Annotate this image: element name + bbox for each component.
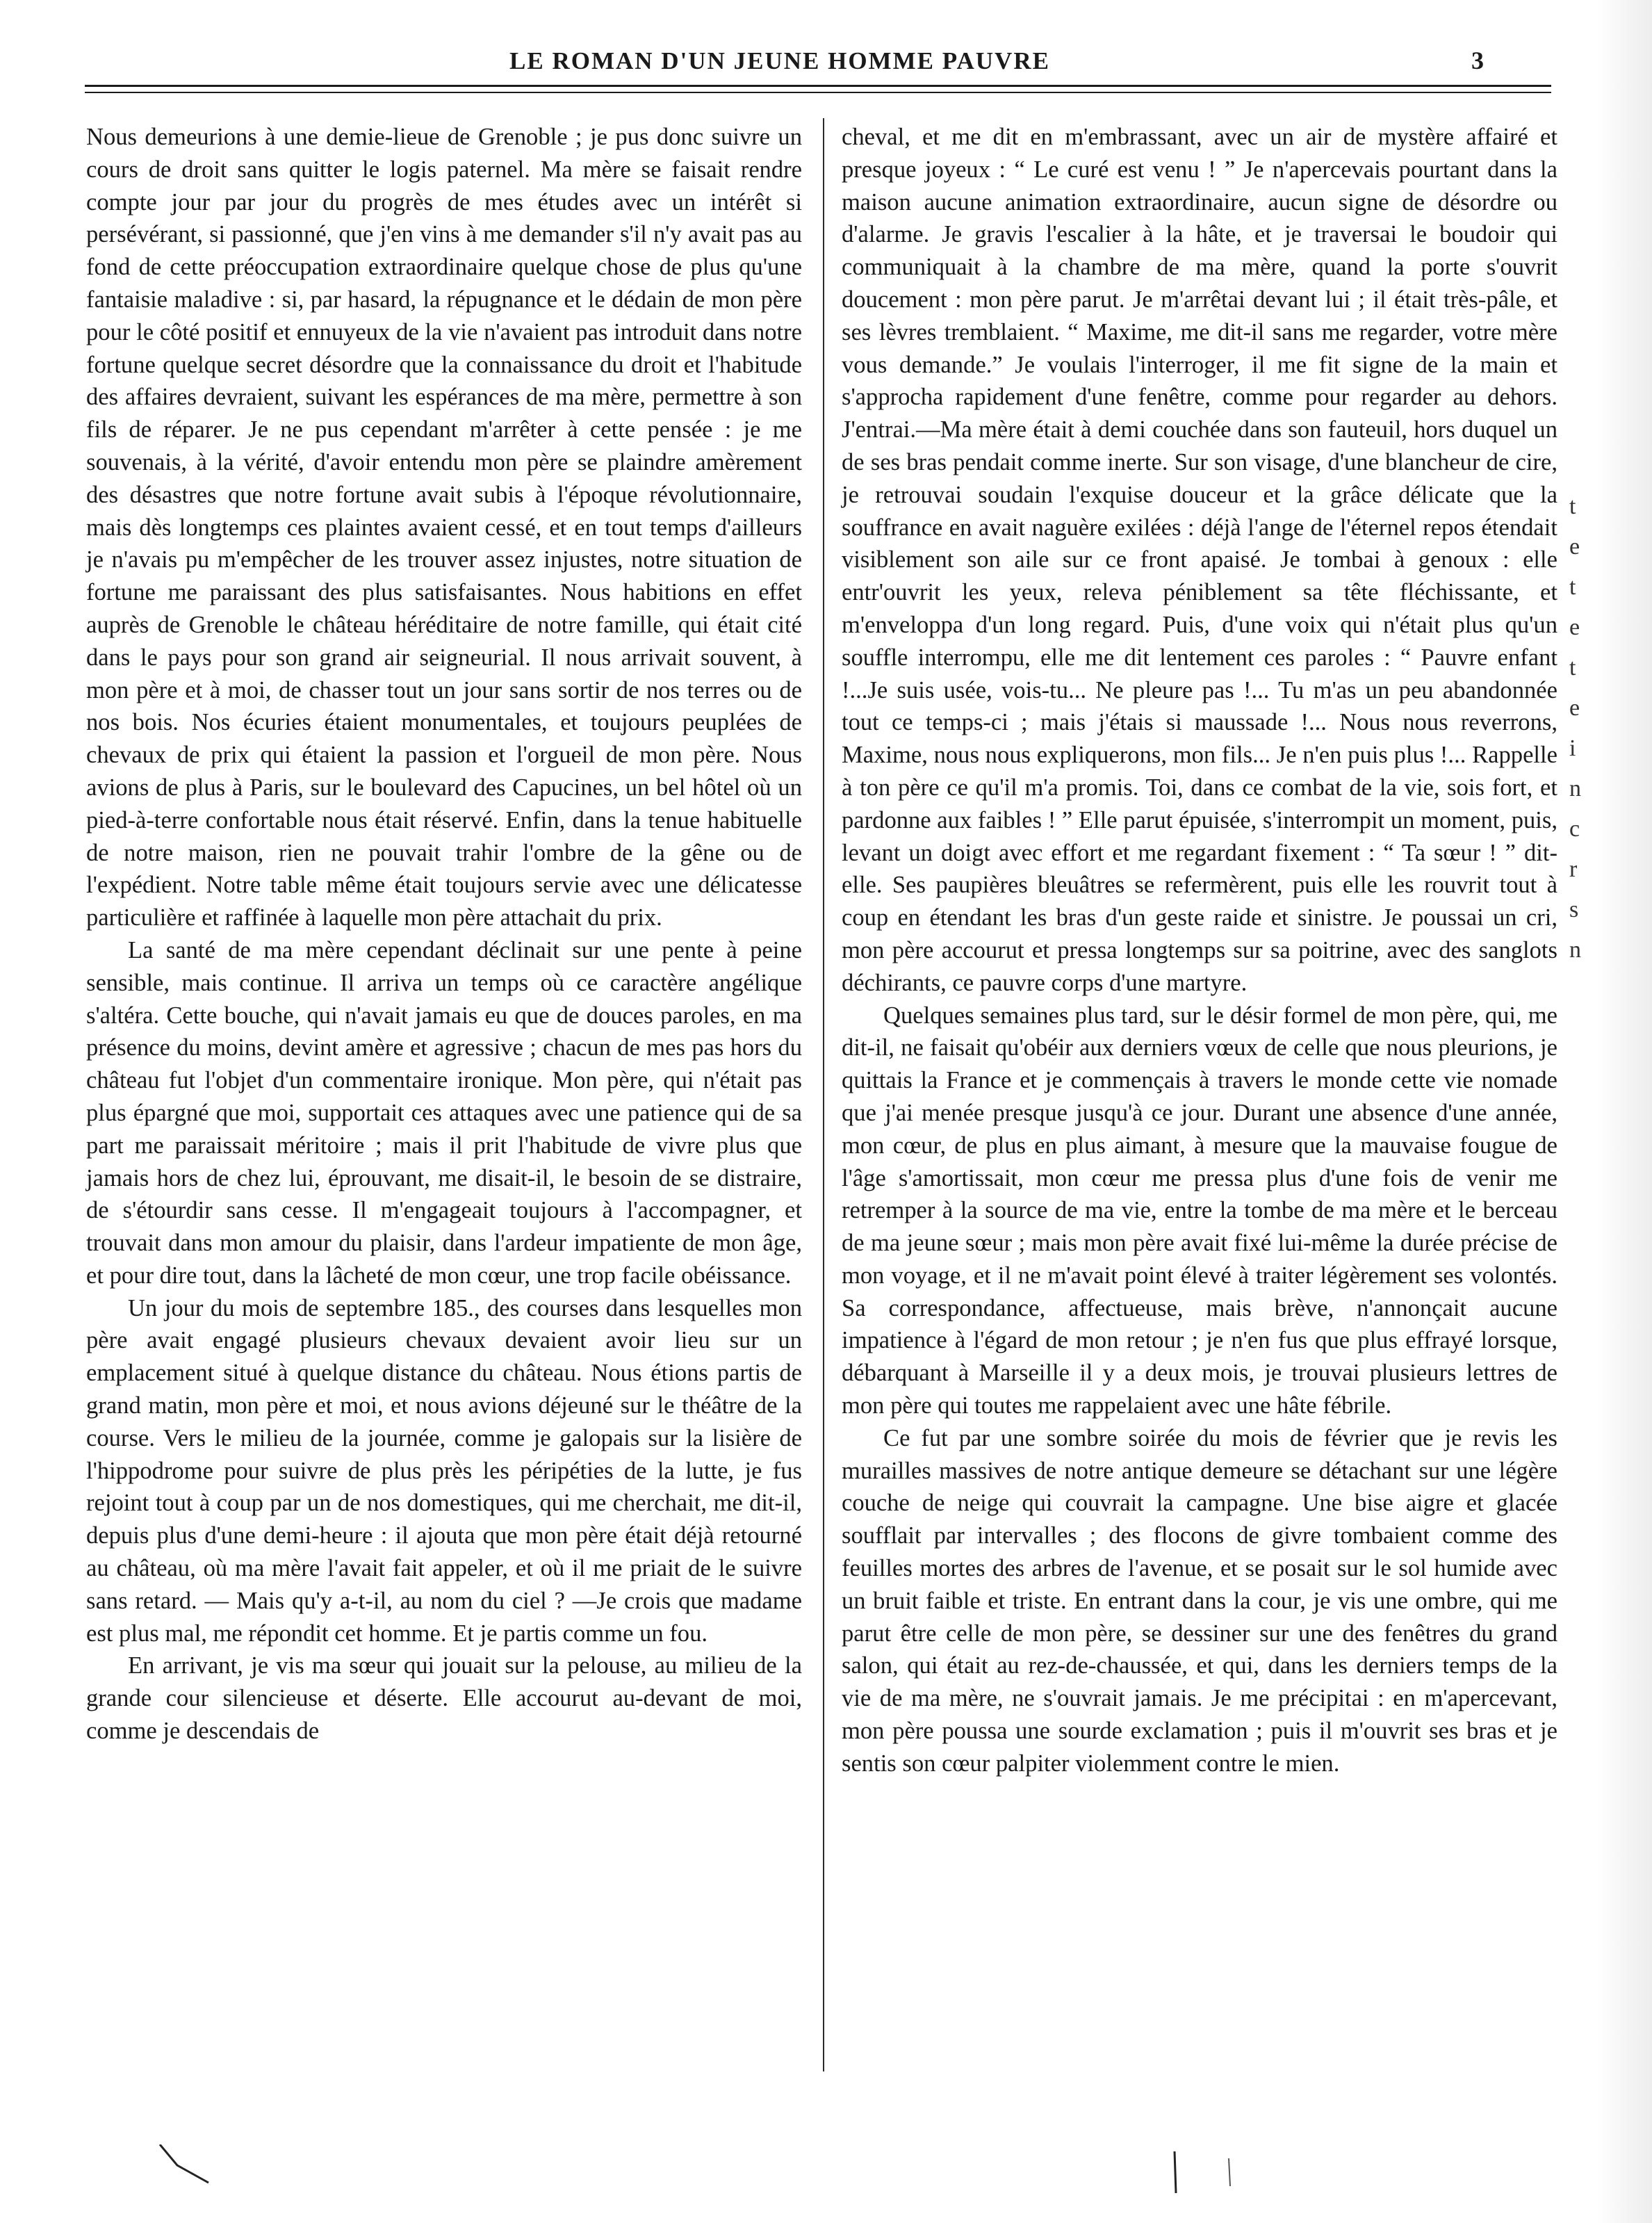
margin-char: n <box>1569 776 1581 801</box>
margin-char: s <box>1569 897 1579 922</box>
scan-mark <box>1175 2151 1176 2193</box>
margin-char: c <box>1569 816 1580 842</box>
page-number: 3 <box>1471 47 1484 74</box>
margin-char: e <box>1569 695 1580 721</box>
scan-edge-shadow <box>1596 0 1652 2223</box>
margin-char: r <box>1569 856 1578 882</box>
margin-char: t <box>1569 574 1576 600</box>
running-title: LE ROMAN D'UN JEUNE HOMME PAUVRE <box>509 47 1050 74</box>
left-column <box>86 121 802 1748</box>
paragraph: Un jour du mois de septembre 185., des courses dans lesquelles mon père avait engagé plusieurs chevaux devaient avoir lieu sur un emplacement situé à quelque distance du château. Nous étions partis de grand matin, mon père et moi, et nous avions déjeuné sur le théâtre de la course. Vers le milieu de la journée, comme je galopais sur la lisière de l'hippodrome pour suivre de plus près les péripéties de la lutte, je fus rejoint tout à coup par un de nos domestiques, qui me cherchait, me dit-il, depuis plus d'une demi-heure : il ajouta que mon père était déjà retourné au château, où ma mère l'avait fait appeler, et où il me priait de le suivre sans retard. — Mais qu'y a-t-il, au nom du ciel ? —Je crois que madame est plus mal, me répondit cet homme. Et je partis comme un fou. <box>86 1294 802 1647</box>
header-rule-bottom <box>85 92 1551 93</box>
scan-mark <box>160 2144 208 2183</box>
paragraph: Nous demeurions à une demie-lieue de Grenoble ; je pus donc suivre un cours de droit sans quitter le logis paternel. Ma mère se faisait rendre compte jour par jour du progrès de mes études avec un intérêt si persévérant, si passionné, que j'en vins à me demander s'il n'y avait pas au fond de cette préoccupation extraordinaire quelque chose de plus qu'une fantaisie maladive : si, par hasard, la répugnance et le dédain de mon père pour le côté positif et ennuyeux de la vie n'avaient pas introduit dans notre fortune quelque secret désordre que la connaissance du droit et l'habitude des affaires devraient, suivant les espérances de ma mère, permettre à son fils de réparer. Je ne pus cependant m'arrêter à cette pensée : je me souvenais, à la vérité, d'avoir entendu mon père se plaindre amèrement des désastres que notre fortune avait subis à l'époque révolutionnaire, mais dès longtemps ces plaintes avaient cessé, et en tout temps d'ailleurs je n'avais pu m'empêcher de les trouver assez injustes, notre situation de fortune me paraissant des plus satisfaisantes. Nous habitions en effet auprès de Grenoble le château héréditaire de notre famille, qui était cité dans le pays pour son grand air seigneurial. Il nous arrivait souvent, à mon père et à moi, de chasser tout un jour sans sortir de nos terres ou de nos bois. Nos écuries étaient monumentales, et toujours peuplées de chevaux de prix qui étaient la passion et l'orgueil de mon père. Nous avions de plus à Paris, sur le boulevard des Capucines, un bel hôtel où un pied-à-terre confortable nous était réservé. Enfin, dans la tenue habituelle de notre maison, rien ne pouvait trahir l'ombre de la gêne ou de l'expédient. Notre table même était toujours servie avec une délicatesse particulière et raffinée à laquelle mon père attachait du prix. <box>86 124 802 931</box>
paragraph: cheval, et me dit en m'embrassant, avec un air de mystère affairé et presque joyeux : “ Le curé est venu ! ” Je n'apercevais pourtant dans la maison aucune animation extraordinaire, aucun signe de désordre ou d'alarme. Je gravis l'escalier à la hâte, et je traversai le boudoir qui communiquait à la chambre de ma mère, quand la porte s'ouvrit doucement : mon père parut. Je m'arrêtai devant lui ; il était très-pâle, et ses lèvres tremblaient. “ Maxime, me dit-il sans me regarder, votre mère vous demande.” Je voulais l'interroger, il me fit signe de la main et s'approcha rapidement d'une fenêtre, comme pour regarder au dehors. J'entrai.—Ma mère était à demi couchée dans son fauteuil, hors duquel un de ses bras pendait comme inerte. Sur son visage, d'une blancheur de cire, je retrouvai soudain l'exquise douceur et la grâce délicate que la souffrance en avait naguère exilées : déjà l'ange de l'éternel repos étendait visiblement son aile sur ce front apaisé. Je tombai à genoux : elle entr'ouvrit les yeux, releva péniblement sa tête fléchissante, et m'enveloppa d'un long regard. Puis, d'une voix qui n'était plus qu'un souffle interrompu, elle me dit lentement ces paroles : “ Pauvre enfant !...Je suis usée, vois-tu... Ne pleure pas !... Tu m'as un peu abandonnée tout ce temps-ci ; mais j'étais si maussade !... Nous nous reverrons, Maxime, nous nous expliquerons, mon fils... Je n'en puis plus !... Rappelle à ton père ce qu'il m'a promis. Toi, dans ce combat de la vie, sois fort, et pardonne aux faibles ! ” Elle parut épuisée, s'interrompit un moment, puis, levant un doigt avec effort et me regardant fixement : “ Ta sœur ! ” dit-elle. Ses paupières bleuâtres se refermèrent, puis elle les rouvrit tout à coup en étendant les bras d'un geste raide et sinistre. Je poussai un cri, mon père accourut et pressa longtemps sur sa poitrine, avec des sanglots déchirants, ce pauvre corps d'une martyre. <box>842 124 1557 996</box>
page-header <box>85 42 1527 83</box>
scan-mark <box>1229 2158 1230 2186</box>
margin-char: t <box>1569 655 1576 681</box>
margin-char: n <box>1569 937 1581 963</box>
margin-char: e <box>1569 534 1580 560</box>
scan-bottom-marks <box>0 2144 1652 2214</box>
margin-char: e <box>1569 614 1580 640</box>
margin-char: i <box>1569 735 1576 761</box>
paragraph: La santé de ma mère cependant déclinait sur une pente à peine sensible, mais continue. Il arriva un temps où ce caractère angélique s'altéra. Cette bouche, qui n'avait jamais eu que de douces paroles, en ma présence du moins, devint amère et agressive ; chacun de mes pas hors du château fut l'objet d'un commentaire ironique. Mon père, qui n'était pas plus épargné que moi, supportait ces attaques avec une patience qui de sa part me paraissait méritoire ; mais il prit l'habitude de vivre plus que jamais hors de chez lui, éprouvant, me disait-il, le besoin de se distraire, de s'étourdir sans cesse. Il m'engageait toujours à l'accompagner, et trouvait dans mon amour du plaisir, dans l'ardeur impatiente de mon âge, et pour dire tout, dans la lâcheté de mon cœur, une trop facile obéissance. <box>86 936 802 1289</box>
paragraph: En arrivant, je vis ma sœur qui jouait sur la pelouse, au milieu de la grande cour silencieuse et déserte. Elle accourut au-devant de moi, comme je descendais de <box>86 1652 802 1745</box>
column-divider <box>823 118 824 2071</box>
header-rule-top <box>85 85 1551 87</box>
margin-char: t <box>1569 494 1576 519</box>
margin-bleed-text <box>1569 487 1597 970</box>
right-column <box>842 121 1557 1780</box>
paragraph: Quelques semaines plus tard, sur le désir formel de mon père, qui, me dit-il, ne faisait qu'obéir aux derniers vœux de celle que nous pleurions, je quittais la France et je commençais à travers le monde cette vie nomade que j'ai menée presque jusqu'à ce jour. Durant une absence d'une année, mon cœur, de plus en plus aimant, à mesure que la mauvaise fougue de l'âge s'amortissait, mon cœur me pressa plus d'une fois de venir me retremper à la source de ma vie, entre la tombe de ma mère et le berceau de ma jeune sœur ; mais mon père avait fixé lui-même la durée précise de mon voyage, et il ne m'avait point élevé à traiter légèrement ses volontés. Sa correspondance, affectueuse, mais brève, n'annonçait aucune impatience à l'égard de mon retour ; je n'en fus que plus effrayé lorsque, débarquant à Marseille il y a deux mois, je trouvai plusieurs lettres de mon père qui toutes me rappelaient avec une hâte fébrile. <box>842 1002 1557 1419</box>
paragraph: Ce fut par une sombre soirée du mois de février que je revis les murailles massives de notre antique demeure se détachant sur une légère couche de neige qui couvrait la campagne. Une bise aigre et glacée soufflait par intervalles ; des flocons de givre tombaient comme des feuilles mortes des arbres de l'avenue, et se posait sur le sol humide avec un bruit faible et triste. En entrant dans la cour, je vis une ombre, qui me parut être celle de mon père, se dessiner sur une des fenêtres du grand salon, qui était au rez-de-chaussée, et qui, dans les derniers temps de la vie de ma mère, ne s'ouvrait jamais. Je me précipitai : en m'apercevant, mon père poussa une sourde exclamation ; puis il m'ouvrit ses bras et je sentis son cœur palpiter violemment contre le mien. <box>842 1424 1557 1777</box>
